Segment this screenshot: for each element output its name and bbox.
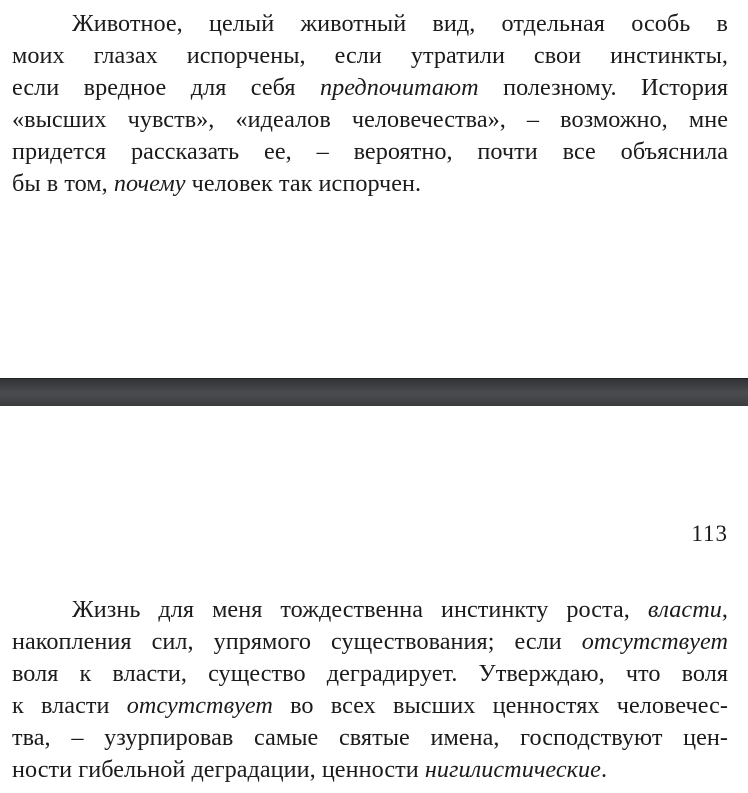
text-line — [12, 690, 728, 722]
text-line — [12, 754, 728, 786]
page-number: 113 — [691, 521, 728, 546]
text-segment: полезному. История — [478, 74, 729, 101]
text-segment: во всех высших ценностях человечес- — [272, 692, 728, 719]
text-segment: Жизнь для меня тождественна инстинкту роста, — [72, 596, 648, 623]
text-segment: накопления сил, упрямого существования; если — [12, 628, 582, 655]
text-segment: «высших чувств», «идеалов человечества», – возможно, мне — [12, 106, 728, 133]
text-segment: . — [600, 756, 608, 783]
text-line — [12, 104, 728, 136]
italic-text: власти — [647, 596, 722, 623]
text-line — [12, 722, 728, 754]
page-divider — [0, 378, 748, 406]
clipped-previous-line — [240, 0, 360, 2]
italic-text: отсутствует — [126, 692, 273, 719]
text-segment: ности гибельной деградации, ценности — [12, 756, 425, 783]
text-line — [12, 72, 728, 104]
text-segment: , — [721, 596, 728, 623]
italic-text: отсутствует — [581, 628, 728, 655]
text-line — [12, 626, 728, 658]
text-segment: воля к власти, существо деградирует. Утверждаю, что воля — [12, 660, 728, 687]
text-line — [12, 658, 728, 690]
text-line — [12, 136, 728, 168]
text-segment: тва, – узурпировав самые святые имена, господствуют цен- — [12, 724, 728, 751]
text-segment: к власти — [12, 692, 127, 719]
paragraph-top — [12, 8, 728, 200]
text-line — [12, 40, 728, 72]
paragraph-bottom — [12, 594, 728, 786]
italic-text: предпочитают — [319, 74, 479, 101]
italic-text: почему — [113, 170, 186, 197]
text-segment: человек так испорчен. — [185, 170, 422, 197]
book-page-bottom — [0, 406, 748, 793]
text-segment: бы в том, — [12, 170, 114, 197]
text-segment: придется рассказать ее, – вероятно, почти все объяснила — [12, 138, 728, 165]
text-segment: если вредное для себя — [12, 74, 320, 101]
italic-text: нигилистические — [424, 756, 601, 783]
text-line — [12, 8, 728, 40]
text-segment: моих глазах испорчены, если утратили свои инстинкты, — [12, 42, 728, 69]
text-segment: Животное, целый животный вид, отдельная особь в — [72, 10, 728, 37]
book-page-top — [0, 0, 748, 378]
text-line — [12, 168, 728, 200]
text-line — [12, 594, 728, 626]
